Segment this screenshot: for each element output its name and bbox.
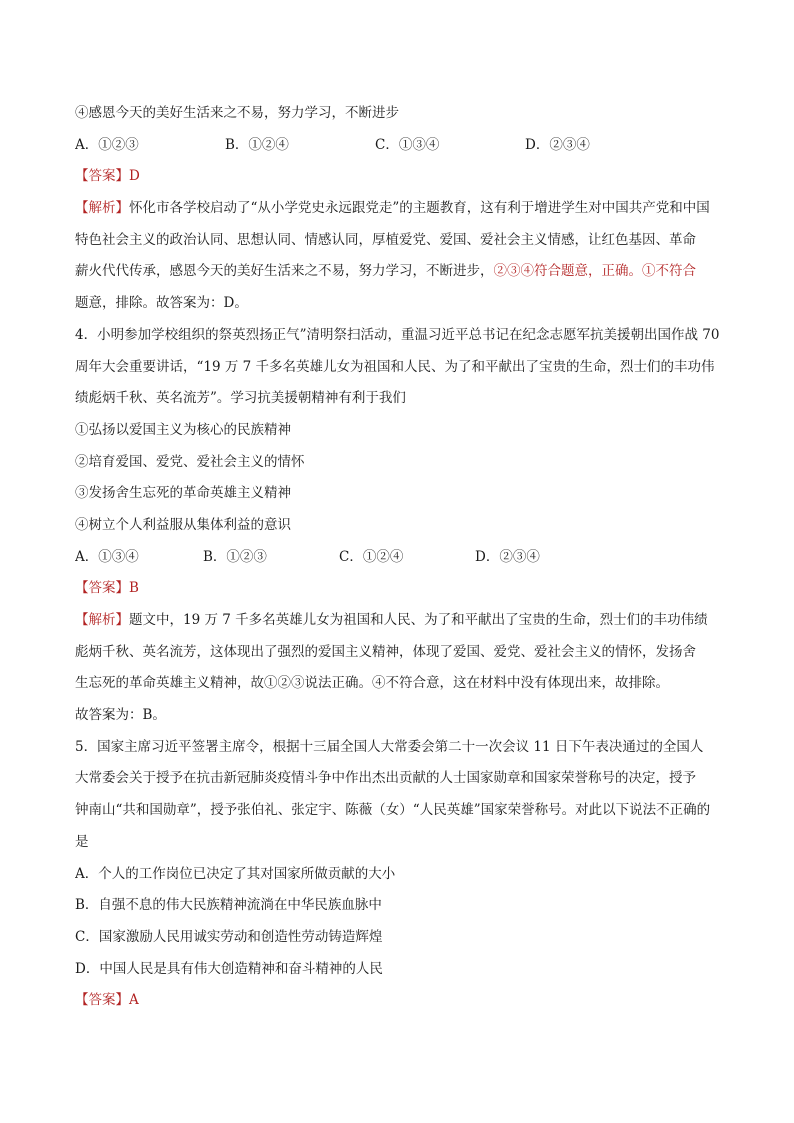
answer-value: A [129,992,139,1009]
q3-analysis-line-3 [75,256,725,288]
q3-option-c: C．①③④ [375,136,440,153]
q4-option-c: C．①②④ [339,548,404,565]
document-page [75,98,725,1017]
answer-tag: 【答案】 [75,580,129,597]
q4-option-d: D．②③④ [475,548,540,565]
q3-analysis-line-2: 特色社会主义的政治认同、思想认同、情感认同，厚植爱党、爱国、爱社会主义情感，让红色基因、革命 [75,231,696,248]
answer-tag: 【答案】 [75,168,129,185]
answer-tag: 【答案】 [75,992,129,1009]
q3-analysis-line-4: 题意，排除。故答案为：D。 [75,295,248,312]
q4-option-b: B．①②③ [203,548,267,565]
q4-stem-line-3: 绩彪炳千秋、英名流芳”。学习抗美援朝精神有利于我们 [75,390,406,407]
q4-answer [75,573,725,605]
answer-value: B [129,580,139,597]
answer-value: D [129,168,140,185]
q3-option-a: A．①②③ [75,136,139,153]
q4-analysis-line-3: 生忘死的革命英雄主义精神，故①②③说法正确。④不符合意，这在材料中没有体现出来，故排除。 [75,675,669,692]
q5-option-d: D．中国人民是具有伟大创造精神和奋斗精神的人民 [75,960,383,977]
analysis-highlight: ②③④符合题意，正确。①不符合 [493,263,696,280]
q3-option-d: D．②③④ [525,136,590,153]
q3-analysis-line-1 [75,193,725,225]
q4-options [75,542,725,574]
q5-option-a: A．个人的工作岗位已决定了其对国家所做贡献的大小 [75,865,396,882]
q4-item-3: ③发扬舍生忘死的革命英雄主义精神 [75,485,291,502]
q5-option-b: B．自强不息的伟大民族精神流淌在中华民族血脉中 [75,897,382,914]
q5-stem-line-1: 5．国家主席习近平签署主席令，根据十三届全国人大常委会第二十一次会议 11 日下午表决通过的全国人 [75,738,704,755]
q4-analysis-line-1 [75,605,725,637]
analysis-text: 怀化市各学校启动了“从小学党史永远跟党走”的主题教育，这有利于增进学生对中国共产党和中国 [129,200,710,217]
q3-item-4: ④感恩今天的美好生活来之不易，努力学习，不断进步 [75,105,399,121]
q4-analysis-line-4: 故答案为：B。 [75,707,166,724]
q5-stem-line-3: 钟南山“共和国勋章”，授予张伯礼、张定宇、陈薇（女）“人民英雄”国家荣誉称号。对此以下说法不正确的 [75,802,711,819]
analysis-text: 题文中，19 万 7 千多名英雄儿女为祖国和人民、为了和平献出了宝贵的生命，烈士们的丰功伟绩 [129,612,708,628]
q4-analysis-line-2: 彪炳千秋、英名流芳，这体现出了强烈的爱国主义精神，体现了爱国、爱党、爱社会主义的情怀，发扬舍 [75,643,696,660]
q5-stem-line-2: 大常委会关于授予在抗击新冠肺炎疫情斗争中作出杰出贡献的人士国家勋章和国家荣誉称号的决定，授予 [75,770,696,787]
q5-option-c: C．国家激励人民用诚实劳动和创造性劳动铸造辉煌 [75,928,383,945]
q4-option-a: A．①③④ [75,548,139,565]
q3-options [75,130,725,162]
q4-item-1: ①弘扬以爱国主义为核心的民族精神 [75,421,291,438]
q5-answer [75,985,725,1017]
q4-stem-line-1: 4．小明参加学校组织的祭英烈扬正气”清明祭扫活动，重温习近平总书记在纪念志愿军抗美援朝出国作战 70 [75,326,720,343]
q5-stem-line-4: 是 [75,833,89,850]
q4-item-4: ④树立个人利益服从集体利益的意识 [75,516,291,533]
analysis-tag: 【解析】 [75,612,129,628]
analysis-text: 薪火代代传承，感恩今天的美好生活来之不易，努力学习，不断进步， [75,263,494,280]
q4-stem-line-2: 周年大会重要讲话，“19 万 7 千多名英雄儿女为祖国和人民、为了和平献出了宝贵的生命，烈士们的丰功伟 [75,358,715,375]
analysis-tag: 【解析】 [75,200,129,217]
q4-item-2: ②培育爱国、爱党、爱社会主义的情怀 [75,453,305,470]
q3-answer [75,161,725,193]
q3-option-b: B．①②④ [225,136,289,153]
